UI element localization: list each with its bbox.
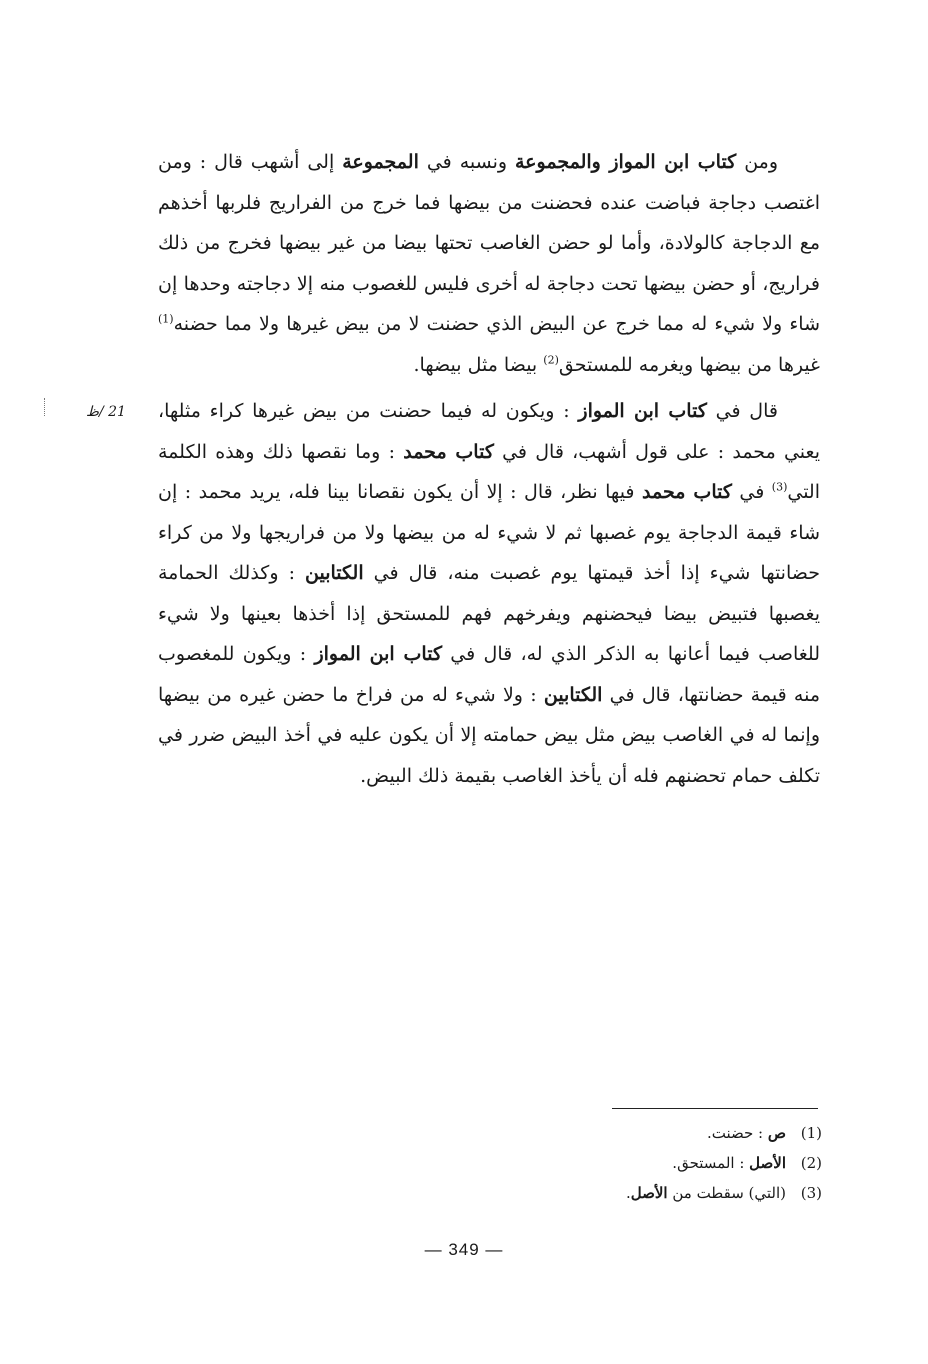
footnote-run: (التي) سقطت من (667, 1184, 786, 1202)
text-run: بيضا مثل بيضها. (413, 353, 544, 376)
bold-book-title: الكتابين (305, 562, 364, 584)
text-run: فيها نظر، قال : إلا أن يكون نقصانا بينا فله، يريد محمد : إن شاء قيمة الدجاجة يوم غصبها ثم لا شيء له من بيضها ولا من فراريجها ولا من كراء حضانتها شيء إذا أخذ قيمتها يوم غصبت منه، قال في (158, 481, 820, 584)
text-run: : وما نقصها ذلك وهذه الكلمة التي (158, 440, 820, 503)
margin-tick-mark (44, 398, 48, 416)
footnote-1 (520, 1118, 822, 1148)
footnote-run: : حضنت. (706, 1124, 768, 1142)
footnote-bold: الأصل (749, 1154, 786, 1172)
footnote-run: . (625, 1184, 631, 1202)
bold-book-title: كتاب محمد (641, 481, 732, 503)
footnote-bold: ص (767, 1124, 786, 1142)
bold-book-title: كتاب ابن المواز والمجموعة (515, 151, 737, 173)
text-run: : ولا شيء له من فراخ ما حضن غيره من بيضها وإنما له في الغاصب بيض مثل بيض حمامته إلا أن يكون عليه في أخذ البيض ضرر في تكلف حمام تحضنهم فله أن يأخذ الغاصب بقيمة ذلك البيض. (158, 683, 820, 787)
footnote-number: (1) (800, 1124, 822, 1142)
text-run: ومن (736, 151, 779, 173)
footnotes (520, 1118, 822, 1208)
footnote-ref: (2) (543, 353, 559, 367)
bold-book-title: كتاب ابن المواز (578, 400, 707, 422)
text-run: ونسبه في (418, 151, 515, 173)
page-number: — 349 — (424, 1240, 504, 1259)
bold-book-title: الكتابين (543, 683, 603, 706)
footnote-run: : المستحق. (672, 1154, 750, 1172)
margin-folio-note: 21 /ظ (86, 404, 126, 420)
footnote-text (707, 1118, 786, 1148)
footnote-number: (2) (800, 1154, 822, 1172)
paragraph-2 (158, 391, 820, 796)
footnote-ref: (1) (158, 312, 174, 326)
footnote-ref: (3) (771, 480, 788, 494)
main-text (158, 142, 820, 796)
footnote-text (672, 1148, 786, 1178)
footnote-number: (3) (800, 1184, 822, 1202)
text-run: قال في (706, 400, 778, 422)
text-run: في (731, 481, 772, 503)
footnote-3 (520, 1178, 822, 1208)
bold-book-title: المجموعة (342, 151, 419, 173)
footnote-2 (520, 1148, 822, 1178)
footnote-text (626, 1178, 786, 1208)
footnote-bold: الأصل (630, 1184, 668, 1202)
text-run: : ويكون للمغصوب منه قيمة حضانتها، قال في (158, 643, 820, 706)
text-run: : ويكون له فيما حضنت من بيض غيرها كراء مثلها، يعني محمد : على قول أشهب، قال في (158, 400, 820, 463)
text-run: : وكذلك الحمامة يغصبها فتبيض بيضا فيحضنهم ويفرخهم فهم للمستحق إذا أخذها بعينها ولا شيء للغاصب فيما أعانها به الذكر الذي له، قال في (158, 562, 820, 665)
bold-book-title: كتاب محمد (403, 440, 494, 463)
paragraph-1 (158, 142, 820, 385)
footnote-separator (612, 1108, 818, 1109)
text-run: إلى أشهب قال : ومن اغتصب دجاجة فباضت عنده فحضنت من بيضها فما خرج من الفراريج فلربها أخذهم مع الدجاجة كالولادة، وأما لو حضن الغاصب تحتها بيضا من غير بيضها فخرج من ذلك فراريج، أو حضن بيضها تحت دجاجة له أخرى فليس للغصوب منه إلا دجاجته وحدها إن شاء ولا شيء له مما خرج عن البيض الذي حضنت لا من بيض غيرها ولا مما حضنه (158, 151, 820, 335)
bold-book-title: كتاب ابن المواز (314, 643, 442, 665)
text-run: غيرها من بيضها ويغرمه للمستحق (558, 353, 820, 376)
